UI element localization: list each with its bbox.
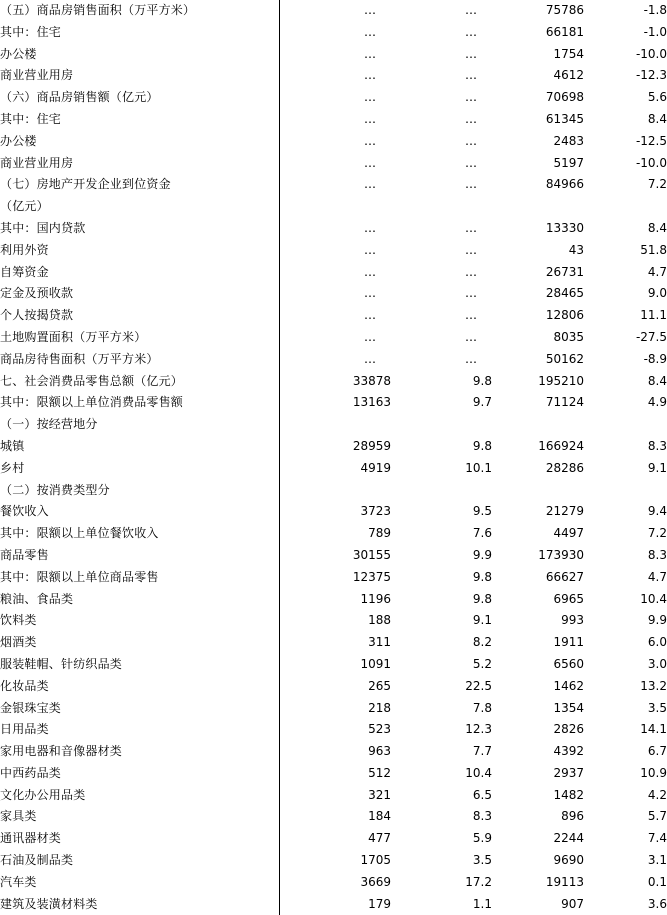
table-row bbox=[0, 22, 667, 44]
row-value-2: 5.9 bbox=[472, 831, 492, 846]
row-value-3: 8035 bbox=[553, 329, 584, 344]
row-value-1: … bbox=[364, 68, 377, 83]
row-value-3: 70698 bbox=[545, 90, 584, 105]
row-value-4: 7.2 bbox=[647, 177, 667, 192]
row-value-4: 51.8 bbox=[640, 242, 667, 257]
row-label: 其中：国内贷款 bbox=[0, 218, 279, 240]
table-row bbox=[0, 196, 667, 218]
row-label: 文化办公用品类 bbox=[0, 785, 279, 807]
row-value-2: 10.4 bbox=[465, 765, 492, 780]
row-value-1: 311 bbox=[368, 635, 391, 650]
row-value-4: 8.4 bbox=[647, 111, 667, 126]
table-row bbox=[0, 850, 667, 872]
row-value-1: … bbox=[364, 155, 377, 170]
row-value-3: 75786 bbox=[545, 3, 584, 17]
row-value-2: 9.8 bbox=[472, 591, 492, 606]
row-value-2: 3.5 bbox=[472, 853, 492, 868]
table-row bbox=[0, 632, 667, 654]
row-value-3 bbox=[492, 414, 584, 436]
table-row bbox=[0, 872, 667, 894]
row-value-2: … bbox=[465, 351, 478, 366]
row-value-3: 195210 bbox=[538, 373, 584, 388]
table-row bbox=[0, 676, 667, 698]
row-label: 利用外资 bbox=[0, 240, 279, 262]
row-label: 汽车类 bbox=[0, 872, 279, 894]
table-row bbox=[0, 131, 667, 153]
row-value-2: … bbox=[465, 286, 478, 301]
row-value-2: … bbox=[465, 329, 478, 344]
row-label: 烟酒类 bbox=[0, 632, 279, 654]
row-value-2: 1.1 bbox=[472, 896, 492, 911]
table-row bbox=[0, 349, 667, 371]
table-row bbox=[0, 545, 667, 567]
row-value-1: 321 bbox=[368, 787, 391, 802]
row-value-1: … bbox=[364, 24, 377, 39]
table-row bbox=[0, 0, 667, 22]
table-row bbox=[0, 414, 667, 436]
row-value-1: 188 bbox=[368, 613, 391, 628]
row-value-3: 907 bbox=[561, 896, 584, 911]
row-value-3: 6965 bbox=[553, 591, 584, 606]
row-value-3: 61345 bbox=[545, 111, 584, 126]
row-value-1: 179 bbox=[368, 896, 391, 911]
table-row bbox=[0, 589, 667, 611]
row-value-3: 173930 bbox=[538, 547, 584, 562]
row-value-1: 963 bbox=[368, 744, 391, 759]
table-row bbox=[0, 785, 667, 807]
row-value-4: 8.3 bbox=[647, 547, 667, 562]
row-label: 乡村 bbox=[0, 458, 279, 480]
row-value-1: … bbox=[364, 264, 377, 279]
row-value-3: 71124 bbox=[545, 395, 584, 410]
row-value-2 bbox=[391, 480, 492, 502]
row-value-1: … bbox=[364, 177, 377, 192]
row-value-3 bbox=[492, 196, 584, 218]
row-value-1: … bbox=[364, 242, 377, 257]
table-row bbox=[0, 741, 667, 763]
table-row bbox=[0, 806, 667, 828]
row-value-3: 9690 bbox=[553, 853, 584, 868]
row-value-4: -1.8 bbox=[643, 3, 667, 17]
table-row bbox=[0, 262, 667, 284]
row-value-2: … bbox=[465, 242, 478, 257]
row-value-4 bbox=[584, 480, 667, 502]
row-value-2: 9.5 bbox=[472, 504, 492, 519]
table-row bbox=[0, 305, 667, 327]
row-value-4: 9.9 bbox=[647, 613, 667, 628]
table-row bbox=[0, 174, 667, 196]
row-label: （一）按经营地分 bbox=[0, 414, 279, 436]
row-value-3: 4612 bbox=[553, 68, 584, 83]
row-value-3: 1354 bbox=[553, 700, 584, 715]
table-row bbox=[0, 87, 667, 109]
table-row bbox=[0, 109, 667, 131]
row-label: 商品房待售面积（万平方米） bbox=[0, 349, 279, 371]
row-value-2: … bbox=[465, 133, 478, 148]
row-value-3: 2483 bbox=[553, 133, 584, 148]
row-value-3: 66181 bbox=[545, 24, 584, 39]
table-row bbox=[0, 610, 667, 632]
row-value-4: -12.5 bbox=[635, 133, 667, 148]
row-label: 其中：限额以上单位商品零售 bbox=[0, 567, 279, 589]
row-label: 其中：住宅 bbox=[0, 109, 279, 131]
row-label: 办公楼 bbox=[0, 44, 279, 66]
row-value-4: -10.0 bbox=[635, 155, 667, 170]
row-value-3: 4497 bbox=[553, 526, 584, 541]
row-value-4: 4.7 bbox=[647, 569, 667, 584]
table-row bbox=[0, 828, 667, 850]
row-label: 自筹资金 bbox=[0, 262, 279, 284]
row-value-1: … bbox=[364, 3, 377, 17]
table-row bbox=[0, 501, 667, 523]
row-value-4: 3.1 bbox=[647, 853, 667, 868]
table-row bbox=[0, 392, 667, 414]
row-label: （二）按消费类型分 bbox=[0, 480, 279, 502]
row-value-4 bbox=[584, 196, 667, 218]
row-value-1: … bbox=[364, 111, 377, 126]
table-row bbox=[0, 458, 667, 480]
row-value-4: 8.3 bbox=[647, 438, 667, 453]
row-value-3: 21279 bbox=[545, 504, 584, 519]
row-value-4: 0.1 bbox=[647, 874, 667, 889]
row-value-2: 7.6 bbox=[472, 526, 492, 541]
table-row bbox=[0, 567, 667, 589]
row-label: 其中：限额以上单位餐饮收入 bbox=[0, 523, 279, 545]
row-value-1: … bbox=[364, 90, 377, 105]
row-value-3: 2244 bbox=[553, 831, 584, 846]
row-value-1: 1196 bbox=[360, 591, 391, 606]
row-label: 石油及制品类 bbox=[0, 850, 279, 872]
row-value-4: 5.7 bbox=[647, 809, 667, 824]
table-row bbox=[0, 894, 667, 915]
row-value-2: 22.5 bbox=[465, 678, 492, 693]
row-value-2: 12.3 bbox=[465, 722, 492, 737]
row-label: 餐饮收入 bbox=[0, 501, 279, 523]
row-label: 服装鞋帽、针纺织品类 bbox=[0, 654, 279, 676]
table-row bbox=[0, 436, 667, 458]
row-value-1: 1705 bbox=[360, 853, 391, 868]
row-value-1: … bbox=[364, 133, 377, 148]
row-value-1: 33878 bbox=[352, 373, 391, 388]
table-row bbox=[0, 654, 667, 676]
row-value-3: 1754 bbox=[553, 46, 584, 61]
row-value-4: 4.7 bbox=[647, 264, 667, 279]
row-value-2: … bbox=[465, 111, 478, 126]
row-value-1: 523 bbox=[368, 722, 391, 737]
row-value-1 bbox=[279, 480, 391, 502]
table-row bbox=[0, 763, 667, 785]
row-value-1: … bbox=[364, 329, 377, 344]
row-label: 饮料类 bbox=[0, 610, 279, 632]
row-value-2: 9.1 bbox=[472, 613, 492, 628]
row-label: （五）商品房销售面积（万平方米） bbox=[0, 0, 279, 22]
row-value-3: 28286 bbox=[545, 460, 584, 475]
row-value-4: 6.0 bbox=[647, 635, 667, 650]
table-row bbox=[0, 153, 667, 175]
row-value-1: 13163 bbox=[352, 395, 391, 410]
row-value-3: 13330 bbox=[545, 220, 584, 235]
row-value-2: … bbox=[465, 220, 478, 235]
row-label: 办公楼 bbox=[0, 131, 279, 153]
row-value-2: 9.7 bbox=[472, 395, 492, 410]
row-label: （六）商品房销售额（亿元） bbox=[0, 87, 279, 109]
row-value-4: 9.4 bbox=[647, 504, 667, 519]
row-value-2: … bbox=[465, 308, 478, 323]
row-value-2: … bbox=[465, 68, 478, 83]
row-label: 商业营业用房 bbox=[0, 153, 279, 175]
row-label: 个人按揭贷款 bbox=[0, 305, 279, 327]
row-value-3: 66627 bbox=[545, 569, 584, 584]
row-value-1: 30155 bbox=[352, 547, 391, 562]
row-value-3 bbox=[492, 480, 584, 502]
row-value-1: 3723 bbox=[360, 504, 391, 519]
row-value-3: 1482 bbox=[553, 787, 584, 802]
row-value-4: -27.5 bbox=[635, 329, 667, 344]
row-value-2 bbox=[391, 196, 492, 218]
row-value-4: 6.7 bbox=[647, 744, 667, 759]
row-value-1: … bbox=[364, 308, 377, 323]
row-label: 商业营业用房 bbox=[0, 65, 279, 87]
row-value-2: … bbox=[465, 46, 478, 61]
row-value-1 bbox=[279, 196, 391, 218]
row-value-3: 19113 bbox=[545, 874, 584, 889]
row-value-3: 43 bbox=[568, 242, 584, 257]
row-value-3: 5197 bbox=[553, 155, 584, 170]
row-label: 通讯器材类 bbox=[0, 828, 279, 850]
row-value-4: 3.6 bbox=[647, 896, 667, 911]
row-value-4: 5.6 bbox=[647, 90, 667, 105]
row-label: 商品零售 bbox=[0, 545, 279, 567]
row-value-2: 17.2 bbox=[465, 874, 492, 889]
row-value-4: 10.4 bbox=[640, 591, 667, 606]
row-label: 土地购置面积（万平方米） bbox=[0, 327, 279, 349]
row-value-4: -1.0 bbox=[643, 24, 667, 39]
row-value-2: … bbox=[465, 177, 478, 192]
row-value-2: 8.2 bbox=[472, 635, 492, 650]
table-row bbox=[0, 327, 667, 349]
row-value-2: … bbox=[465, 90, 478, 105]
table-row bbox=[0, 218, 667, 240]
row-value-1: 265 bbox=[368, 678, 391, 693]
row-label: （亿元） bbox=[0, 196, 279, 218]
row-value-2: … bbox=[465, 3, 478, 17]
row-value-3: 1911 bbox=[553, 635, 584, 650]
row-value-3: 2937 bbox=[553, 765, 584, 780]
table-row bbox=[0, 719, 667, 741]
row-value-3: 26731 bbox=[545, 264, 584, 279]
row-value-3: 896 bbox=[561, 809, 584, 824]
row-value-1: 4919 bbox=[360, 460, 391, 475]
row-value-2: … bbox=[465, 264, 478, 279]
row-label: 城镇 bbox=[0, 436, 279, 458]
row-value-2: 5.2 bbox=[472, 656, 492, 671]
row-value-3: 2826 bbox=[553, 722, 584, 737]
row-value-4: 8.4 bbox=[647, 373, 667, 388]
row-value-4: 3.5 bbox=[647, 700, 667, 715]
row-label: 其中：住宅 bbox=[0, 22, 279, 44]
row-value-2: … bbox=[465, 24, 478, 39]
row-value-4 bbox=[584, 414, 667, 436]
row-value-4: 4.2 bbox=[647, 787, 667, 802]
row-label: （七）房地产开发企业到位资金 bbox=[0, 174, 279, 196]
row-value-4: 7.4 bbox=[647, 831, 667, 846]
row-value-4: 14.1 bbox=[640, 722, 667, 737]
row-value-2: 10.1 bbox=[465, 460, 492, 475]
row-value-1: 218 bbox=[368, 700, 391, 715]
row-value-1: 477 bbox=[368, 831, 391, 846]
row-value-3: 4392 bbox=[553, 744, 584, 759]
row-label: 中西药品类 bbox=[0, 763, 279, 785]
row-label: 其中：限额以上单位消费品零售额 bbox=[0, 392, 279, 414]
row-value-2: 9.9 bbox=[472, 547, 492, 562]
row-label: 日用品类 bbox=[0, 719, 279, 741]
row-value-2: 8.3 bbox=[472, 809, 492, 824]
row-value-4: 3.0 bbox=[647, 656, 667, 671]
row-value-1: … bbox=[364, 46, 377, 61]
row-value-4: 11.1 bbox=[640, 308, 667, 323]
table-row bbox=[0, 480, 667, 502]
row-value-1: 28959 bbox=[352, 438, 391, 453]
row-value-2: 7.7 bbox=[472, 744, 492, 759]
row-value-3: 993 bbox=[561, 613, 584, 628]
row-label: 七、社会消费品零售总额（亿元） bbox=[0, 371, 279, 393]
row-value-3: 84966 bbox=[545, 177, 584, 192]
row-value-2: … bbox=[465, 155, 478, 170]
row-label: 金银珠宝类 bbox=[0, 698, 279, 720]
row-value-3: 50162 bbox=[545, 351, 584, 366]
row-label: 家用电器和音像器材类 bbox=[0, 741, 279, 763]
row-value-4: 4.9 bbox=[647, 395, 667, 410]
row-value-1: 184 bbox=[368, 809, 391, 824]
row-value-1: … bbox=[364, 351, 377, 366]
row-value-2: 9.8 bbox=[472, 438, 492, 453]
row-value-2: 6.5 bbox=[472, 787, 492, 802]
row-value-4: 8.4 bbox=[647, 220, 667, 235]
row-value-4: -10.0 bbox=[635, 46, 667, 61]
row-value-3: 28465 bbox=[545, 286, 584, 301]
row-value-4: -8.9 bbox=[643, 351, 667, 366]
row-value-2: 7.8 bbox=[472, 700, 492, 715]
table-row bbox=[0, 523, 667, 545]
row-label: 粮油、食品类 bbox=[0, 589, 279, 611]
row-value-4: 9.0 bbox=[647, 286, 667, 301]
row-value-3: 6560 bbox=[553, 656, 584, 671]
table-row bbox=[0, 283, 667, 305]
table-row bbox=[0, 44, 667, 66]
table-row bbox=[0, 371, 667, 393]
table-row bbox=[0, 240, 667, 262]
row-value-1 bbox=[279, 414, 391, 436]
row-value-3: 1462 bbox=[553, 678, 584, 693]
row-value-1: 3669 bbox=[360, 874, 391, 889]
row-value-4: 7.2 bbox=[647, 526, 667, 541]
row-value-4: 13.2 bbox=[640, 678, 667, 693]
table-row bbox=[0, 65, 667, 87]
row-label: 建筑及装潢材料类 bbox=[0, 894, 279, 915]
row-label: 家具类 bbox=[0, 806, 279, 828]
row-value-2: 9.8 bbox=[472, 569, 492, 584]
row-value-1: 1091 bbox=[360, 656, 391, 671]
row-value-1: 789 bbox=[368, 526, 391, 541]
row-value-4: 10.9 bbox=[640, 765, 667, 780]
row-value-4: 9.1 bbox=[647, 460, 667, 475]
row-value-1: … bbox=[364, 220, 377, 235]
table-row bbox=[0, 698, 667, 720]
row-value-1: 12375 bbox=[352, 569, 391, 584]
row-label: 定金及预收款 bbox=[0, 283, 279, 305]
row-label: 化妆品类 bbox=[0, 676, 279, 698]
row-value-1: … bbox=[364, 286, 377, 301]
row-value-3: 12806 bbox=[545, 308, 584, 323]
row-value-2 bbox=[391, 414, 492, 436]
row-value-3: 166924 bbox=[538, 438, 584, 453]
row-value-1: 512 bbox=[368, 765, 391, 780]
row-value-2: 9.8 bbox=[472, 373, 492, 388]
row-value-4: -12.3 bbox=[635, 68, 667, 83]
